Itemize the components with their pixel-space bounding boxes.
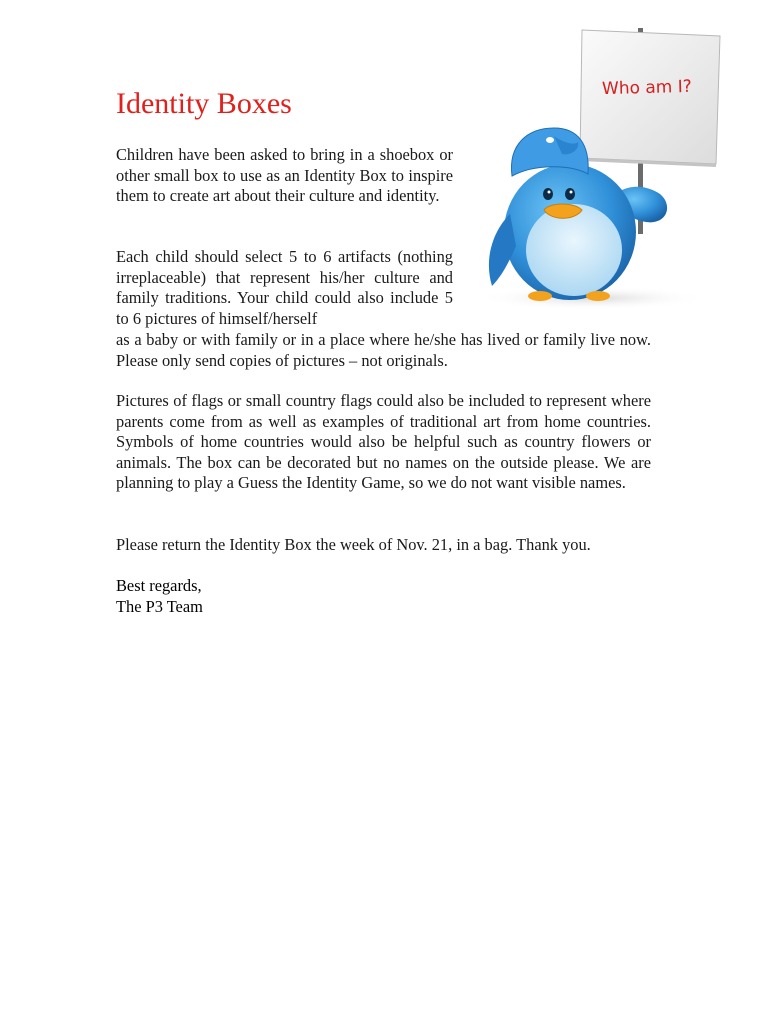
bird-left-wing [489, 214, 516, 286]
bird-foot-right [586, 291, 610, 301]
closing-line: Best regards, [116, 576, 202, 595]
paragraph-artifacts: Each child should select 5 to 6 artifacts (nothing irreplaceable) that represent his/her culture and family traditions. Your child could also include 5 to 6 pictures of himself/herself [116, 247, 453, 328]
blue-bird-illustration [462, 24, 730, 314]
sign-board-icon [580, 30, 720, 167]
sign-text: Who am I? [601, 76, 693, 100]
signoff [116, 576, 203, 617]
paragraph-artifacts-continued: as a baby or with family or in a place where he/she has lived or family live now. Please only send copies of pictures – not originals. [116, 330, 651, 370]
bird-eye-left [543, 188, 553, 200]
page-title: Identity Boxes [116, 87, 292, 120]
paragraph-intro: Children have been asked to bring in a shoebox or other small box to use as an Identity Box to inspire them to create art about their culture and identity. [116, 145, 453, 206]
paragraph-return: Please return the Identity Box the week of Nov. 21, in a bag. Thank you. [116, 535, 591, 554]
signature-line: The P3 Team [116, 596, 203, 616]
bird-foot-left [528, 291, 552, 301]
paragraph-flags: Pictures of flags or small country flags could also be included to represent where parents come from as well as examples of traditional art from home countries. Symbols of home countries would also be helpful such as country flowers or animals. The box can be decorated but no names on the outside please. We are planning to play a Guess the Identity Game, so we do not want visible names. [116, 391, 651, 493]
bird-eye-right [565, 188, 575, 200]
bird-belly [526, 204, 622, 296]
cap-button [546, 137, 554, 143]
